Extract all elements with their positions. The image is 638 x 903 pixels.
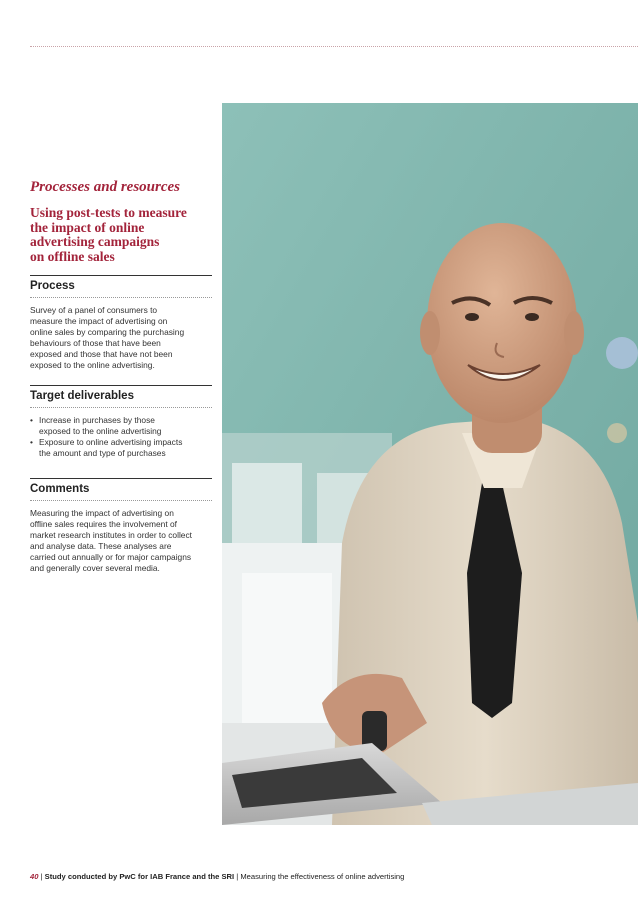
footer-study: Study conducted by PwC for IAB France and the SRI	[44, 872, 235, 881]
list-item: • Exposure to online advertising impacts the amount and type of purchases	[30, 437, 212, 459]
deliverables-heading: Target deliverables	[30, 389, 212, 408]
comments-block	[30, 478, 212, 574]
photo-illustration	[222, 103, 638, 825]
deliverables-block	[30, 385, 212, 459]
list-item: • Increase in purchases by those exposed to the online advertising	[30, 415, 212, 437]
comments-heading: Comments	[30, 482, 212, 501]
section-title: Processes and resources	[30, 179, 180, 195]
portrait-photo	[222, 103, 638, 825]
footer-separator: |	[234, 872, 241, 881]
deliverables-list	[30, 415, 212, 459]
footer-separator: |	[38, 872, 45, 881]
page-number: 40	[30, 872, 39, 881]
footer-doc-title: Measuring the effectiveness of online advertising	[240, 872, 405, 881]
top-dotted-rule	[30, 46, 638, 47]
process-heading: Process	[30, 279, 212, 298]
page-footer	[30, 872, 404, 881]
section-subtitle: Using post-tests to measure the impact of online advertising campaigns on offline sales	[30, 205, 187, 264]
process-text: Survey of a panel of consumers to measure the impact of advertising on online sales by comparing the purchasing behaviours of those that have been exposed and those that have not been exposed to the online advertising.	[30, 305, 185, 370]
comments-text: Measuring the impact of advertising on offline sales requires the involvement of market research institutes in order to collect and analyse data. These analyses are carried out annually or for major campaigns and generally cover several media.	[30, 508, 192, 573]
left-column	[30, 178, 212, 588]
process-block	[30, 275, 212, 371]
